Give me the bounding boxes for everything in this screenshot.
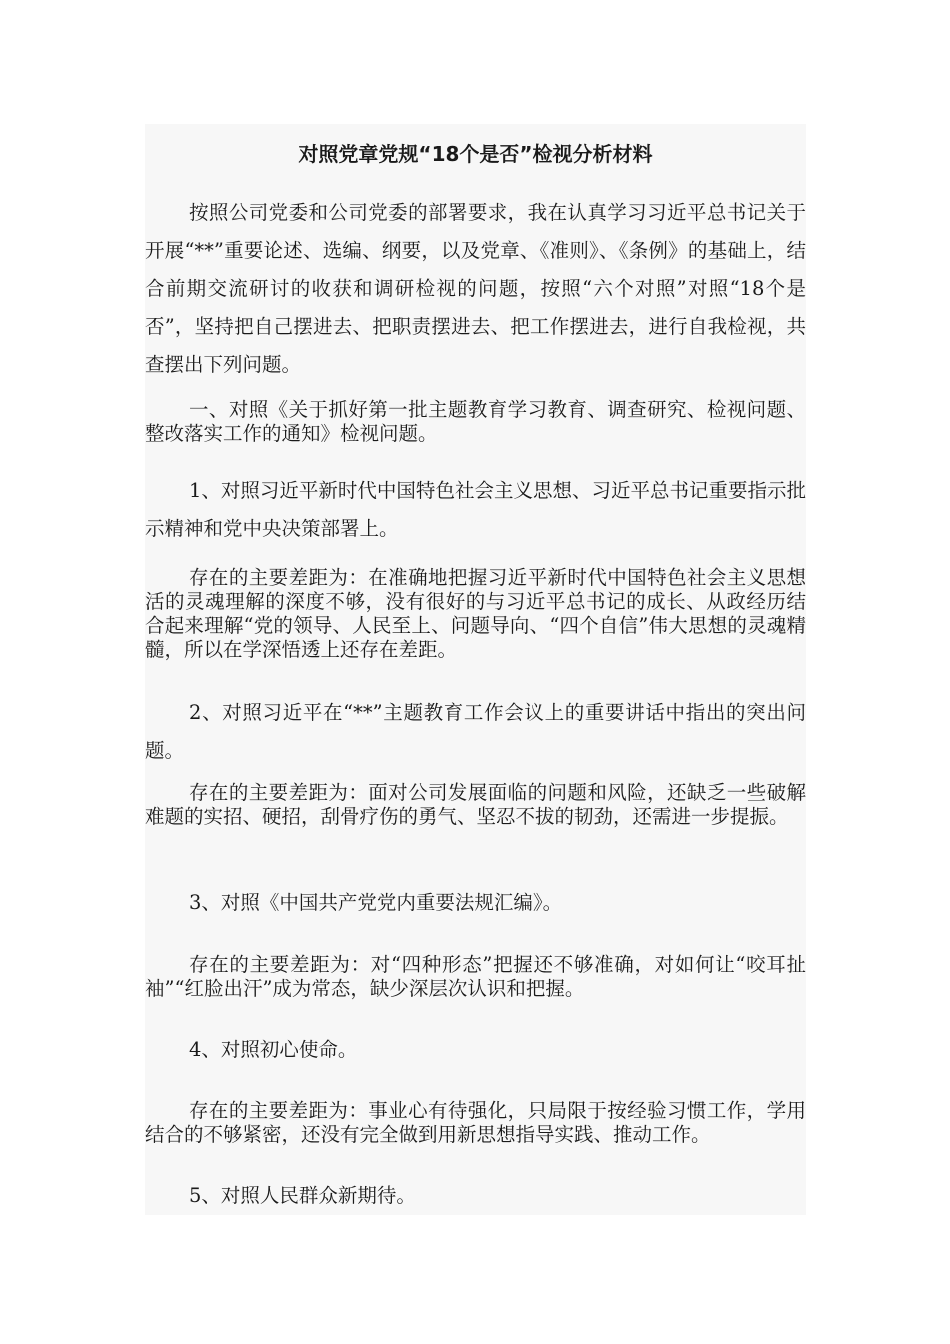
item-heading-5: 5、对照人民群众新期待。 [189,1184,416,1207]
item-gap-2: 存在的主要差距为：面对公司发展面临的问题和风险，还缺乏一些破解难题的实招、硬招，刮骨疗伤的勇气、坚忍不拔的韧劲，还需进一步提振。 [145,781,806,828]
item-heading-2: 2、对照习近平在“**”主题教育工作会议上的重要讲话中指出的突出问题。 [145,701,806,762]
intro-paragraph: 按照公司党委和公司党委的部署要求，我在认真学习习近平总书记关于开展“**”重要论述、选编、纲要，以及党章、《准则》、《条例》的基础上，结合前期交流研讨的收获和调研检视的问题，按照“六个对照”对照“18个是否”，坚持把自己摆进去、把职责摆进去、把工作摆进去，进行自我检视，共查摆出下列问题。 [145,201,806,376]
item-heading-3: 3、对照《中国共产党党内重要法规汇编》。 [189,891,563,914]
item-heading-1: 1、对照习近平新时代中国特色社会主义思想、习近平总书记重要指示批示精神和党中央决策部署上。 [145,479,806,540]
item-gap-3: 存在的主要差距为：对“四种形态”把握还不够准确，对如何让“咬耳扯袖”“红脸出汗”成为常态，缺少深层次认识和把握。 [145,953,806,1000]
item-heading-4: 4、对照初心使命。 [189,1038,358,1061]
item-gap-4: 存在的主要差距为：事业心有待强化，只局限于按经验习惯工作，学用结合的不够紧密，还没有完全做到用新思想指导实践、推动工作。 [145,1099,806,1146]
item-gap-1: 存在的主要差距为：在准确地把握习近平新时代中国特色社会主义思想活的灵魂理解的深度不够，没有很好的与习近平总书记的成长、从政经历结合起来理解“党的领导、人民至上、问题导向、“四个自信”伟大思想的灵魂精髓，所以在学深悟透上还存在差距。 [145,566,806,661]
section-heading-1: 一、对照《关于抓好第一批主题教育学习教育、调查研究、检视问题、整改落实工作的通知》检视问题。 [145,398,806,445]
document-page [145,124,806,1215]
document-title: 对照党章党规“18个是否”检视分析材料 [298,142,653,166]
